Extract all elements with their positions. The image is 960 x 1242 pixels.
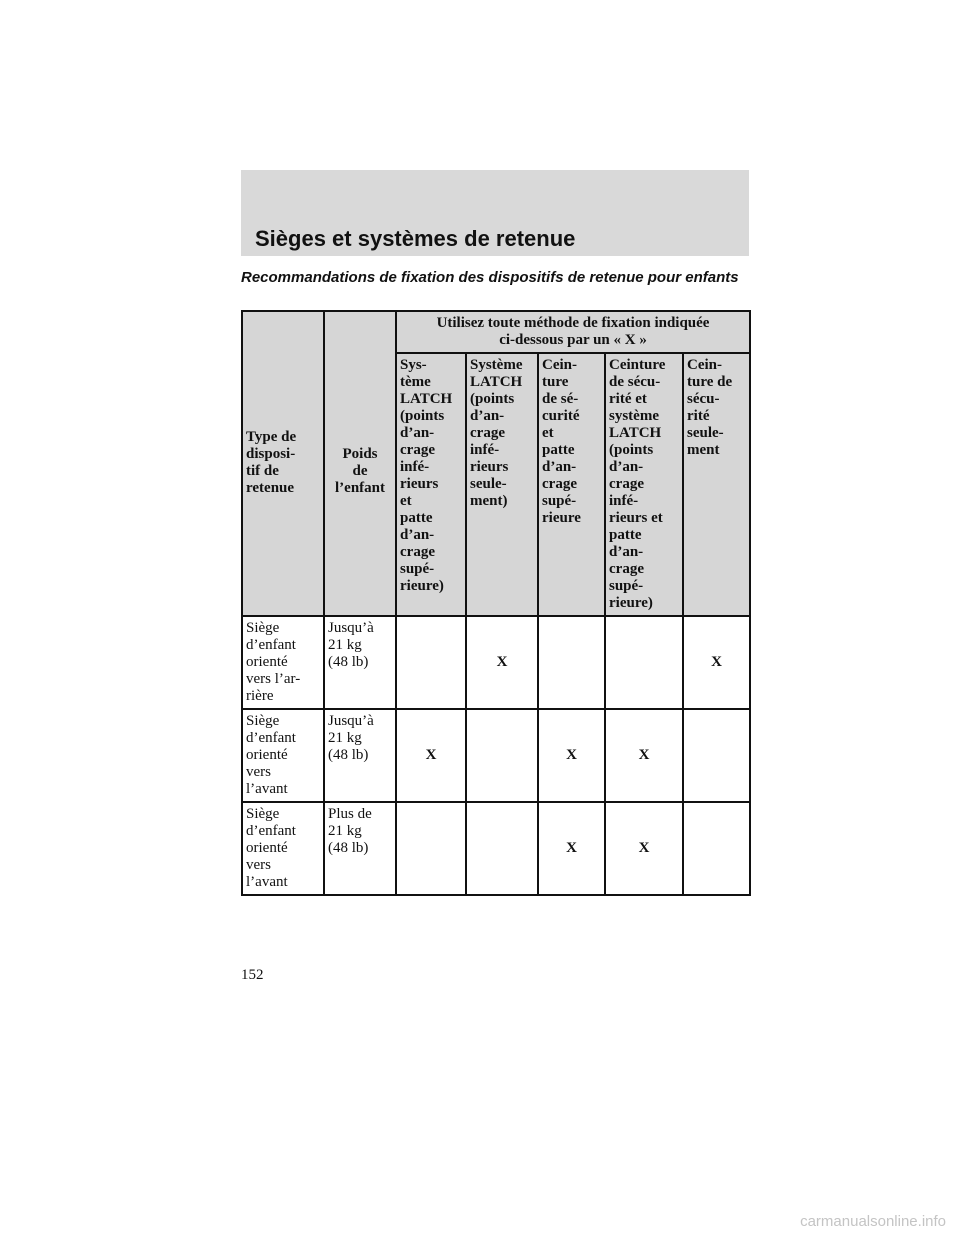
header-method-3: Cein- ture de sé- curité et patte d’an- crage supé- rieure [538,353,605,616]
watermark-link[interactable]: carmanualsonline.info [800,1213,946,1230]
cell-mark [396,802,466,895]
header-weight: Poids de l’enfant [324,311,396,616]
cell-type: Siège d’enfant orienté vers l’avant [242,802,324,895]
cell-mark: X [605,802,683,895]
cell-mark [466,802,538,895]
table-row [242,616,750,709]
header-method-2: Système LATCH (points d’an- crage infé- rieurs seule- ment) [466,353,538,616]
cell-mark: X [466,616,538,709]
cell-mark [466,709,538,802]
header-method-4: Ceinture de sécu- rité et système LATCH (points d’an- crage infé- rieurs et patte d’an- crage supé- rieure) [605,353,683,616]
cell-weight: Jusqu’à 21 kg (48 lb) [324,709,396,802]
cell-mark [683,802,750,895]
section-title: Sièges et systèmes de retenue [255,226,576,251]
section-header-band [241,170,749,256]
cell-type: Siège d’enfant orienté vers l’ar- rière [242,616,324,709]
cell-mark [538,616,605,709]
cell-weight: Jusqu’à 21 kg (48 lb) [324,616,396,709]
header-method-group: Utilisez toute méthode de fixation indiquée ci-dessous par un « X » [396,311,750,353]
cell-mark [605,616,683,709]
page-number: 152 [241,967,264,983]
table-row [242,802,750,895]
child-restraint-table [241,310,751,896]
cell-mark: X [605,709,683,802]
table-row [242,709,750,802]
table-caption: Recommandations de fixation des dispositifs de retenue pour enfants [241,269,739,286]
header-method-1: Sys- tème LATCH (points d’an- crage infé- rieurs et patte d’an- crage supé- rieure) [396,353,466,616]
cell-mark [683,709,750,802]
cell-mark: X [538,709,605,802]
header-method-5: Cein- ture de sécu- rité seule- ment [683,353,750,616]
cell-mark: X [683,616,750,709]
cell-type: Siège d’enfant orienté vers l’avant [242,709,324,802]
cell-mark [396,616,466,709]
cell-mark: X [538,802,605,895]
cell-mark: X [396,709,466,802]
header-type: Type de disposi- tif de retenue [242,311,324,616]
cell-weight: Plus de 21 kg (48 lb) [324,802,396,895]
